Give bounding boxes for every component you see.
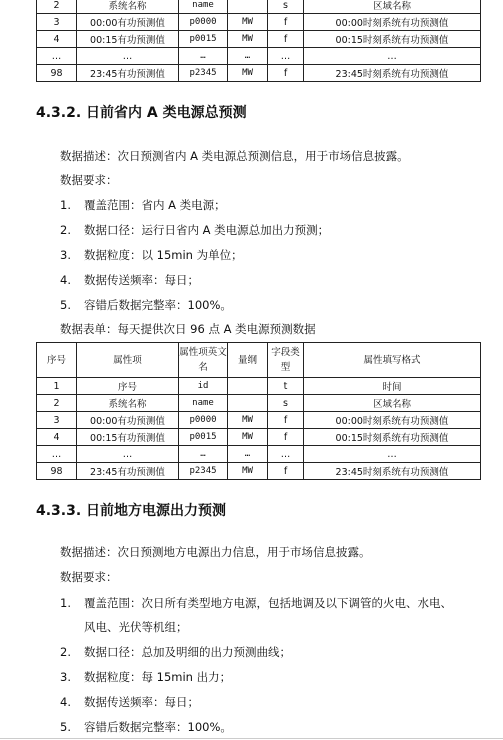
- table-row: [37, 31, 481, 48]
- col-header: 属性项英文名: [179, 343, 228, 378]
- data-requirements-label: 数据要求：: [60, 173, 118, 187]
- table-cell: 23:45时刻系统有功预测值: [304, 463, 481, 480]
- table-cell: 4: [37, 429, 77, 446]
- section-heading-4-3-3: 4.3.3. 日前地方电源出力预测: [36, 503, 227, 519]
- table-header-row: [37, 343, 481, 378]
- table-cell: MW: [228, 14, 268, 31]
- table-cell: 序号: [77, 378, 179, 395]
- list-item: 4. 数据传送频率：每日；: [60, 273, 199, 287]
- table-cell: MW: [228, 429, 268, 446]
- table-cell: …: [304, 48, 481, 65]
- table-cell: …: [228, 48, 268, 65]
- table-row: [37, 65, 481, 82]
- section-heading-4-3-2: 4.3.2. 日前省内 A 类电源总预测: [36, 105, 247, 121]
- table-cell: f: [268, 31, 304, 48]
- table-cell: name: [179, 395, 228, 412]
- table-cell: f: [268, 463, 304, 480]
- table-cell: …: [37, 446, 77, 463]
- table-cell: …: [268, 48, 304, 65]
- table-cell: f: [268, 429, 304, 446]
- table-cell: [228, 378, 268, 395]
- table-row: [37, 395, 481, 412]
- table-cell: …: [304, 446, 481, 463]
- col-header: 字段类型: [268, 343, 304, 378]
- table-cell: [228, 0, 268, 14]
- table-cell: …: [179, 446, 228, 463]
- table-cell: 2: [37, 395, 77, 412]
- table-cell: p2345: [179, 65, 228, 82]
- table-cell: MW: [228, 31, 268, 48]
- list-item: 2. 数据口径：运行日省内 A 类电源总加出力预测；: [60, 223, 330, 237]
- table-cell: 2: [37, 0, 77, 14]
- table-row: [37, 378, 481, 395]
- table-cell: f: [268, 14, 304, 31]
- list-item: 3. 数据粒度：以 15min 为单位；: [60, 248, 243, 262]
- table-cell: [228, 395, 268, 412]
- table-cell: …: [268, 446, 304, 463]
- list-item: 1. 覆盖范围：省内 A 类电源；: [60, 198, 226, 212]
- table-cell: s: [268, 395, 304, 412]
- data-form-description: 数据表单：每天提供次日 96 点 A 类电源预测数据: [60, 322, 316, 336]
- page-divider: [0, 738, 503, 739]
- list-item: 5. 容错后数据完整率：100%。: [60, 720, 232, 734]
- data-description: 数据描述：次日预测省内 A 类电源总预测信息，用于市场信息披露。: [60, 149, 409, 163]
- table-cell: MW: [228, 65, 268, 82]
- table-row: [37, 0, 481, 14]
- table-cell: 00:15时刻系统有功预测值: [304, 31, 481, 48]
- table-cell: 区域名称: [304, 0, 481, 14]
- table-cell: 区域名称: [304, 395, 481, 412]
- list-item: 2. 数据口径：总加及明细的出力预测曲线；: [60, 645, 291, 659]
- table-cell: …: [37, 48, 77, 65]
- table-cell: …: [228, 446, 268, 463]
- col-header: 序号: [37, 343, 77, 378]
- table-cell: 00:15有功预测值: [77, 429, 179, 446]
- table-cell: 3: [37, 412, 77, 429]
- data-description: 数据描述：次日预测地方电源出力信息，用于市场信息披露。: [60, 545, 371, 559]
- table-cell: f: [268, 65, 304, 82]
- forecast-table: [36, 342, 481, 480]
- table-cell: p2345: [179, 463, 228, 480]
- table-cell: 00:00有功预测值: [77, 412, 179, 429]
- col-header: 属性填写格式: [304, 343, 481, 378]
- table-cell: p0015: [179, 429, 228, 446]
- table-row: [37, 446, 481, 463]
- table-cell: s: [268, 0, 304, 14]
- table-cell: 00:15时刻系统有功预测值: [304, 429, 481, 446]
- table-cell: 系统名称: [77, 395, 179, 412]
- list-item: 3. 数据粒度：每 15min 出力；: [60, 670, 232, 684]
- col-header: 量纲: [228, 343, 268, 378]
- table-cell: MW: [228, 463, 268, 480]
- list-item-continuation: 风电、光伏等机组；: [84, 620, 188, 634]
- table-cell: …: [77, 446, 179, 463]
- data-requirements-label: 数据要求：: [60, 570, 118, 584]
- table-cell: 23:45有功预测值: [77, 65, 179, 82]
- table-cell: …: [77, 48, 179, 65]
- table-cell: 时间: [304, 378, 481, 395]
- top-table: [36, 0, 481, 82]
- table-cell: MW: [228, 412, 268, 429]
- table-cell: name: [179, 0, 228, 14]
- table-cell: 00:00时刻系统有功预测值: [304, 14, 481, 31]
- list-item: 1. 覆盖范围：次日所有类型地方电源，包括地调及以下调管的火电、水电、: [60, 596, 452, 610]
- table-cell: f: [268, 412, 304, 429]
- table-cell: p0015: [179, 31, 228, 48]
- table-row: [37, 429, 481, 446]
- table-cell: 98: [37, 65, 77, 82]
- table-cell: 00:00时刻系统有功预测值: [304, 412, 481, 429]
- table-row: [37, 463, 481, 480]
- table-cell: …: [179, 48, 228, 65]
- table-cell: 00:15有功预测值: [77, 31, 179, 48]
- table-cell: id: [179, 378, 228, 395]
- table-cell: 98: [37, 463, 77, 480]
- table-cell: 23:45时刻系统有功预测值: [304, 65, 481, 82]
- table-row: [37, 412, 481, 429]
- table-cell: p0000: [179, 412, 228, 429]
- table-cell: 00:00有功预测值: [77, 14, 179, 31]
- table-cell: p0000: [179, 14, 228, 31]
- table-row: [37, 14, 481, 31]
- table-cell: t: [268, 378, 304, 395]
- table-cell: 3: [37, 14, 77, 31]
- list-item: 5. 容错后数据完整率：100%。: [60, 298, 232, 312]
- table-cell: 23:45有功预测值: [77, 463, 179, 480]
- table-cell: 4: [37, 31, 77, 48]
- table-cell: 1: [37, 378, 77, 395]
- table-cell: 系统名称: [77, 0, 179, 14]
- table-row: [37, 48, 481, 65]
- list-item: 4. 数据传送频率：每日；: [60, 695, 199, 709]
- col-header: 属性项: [77, 343, 179, 378]
